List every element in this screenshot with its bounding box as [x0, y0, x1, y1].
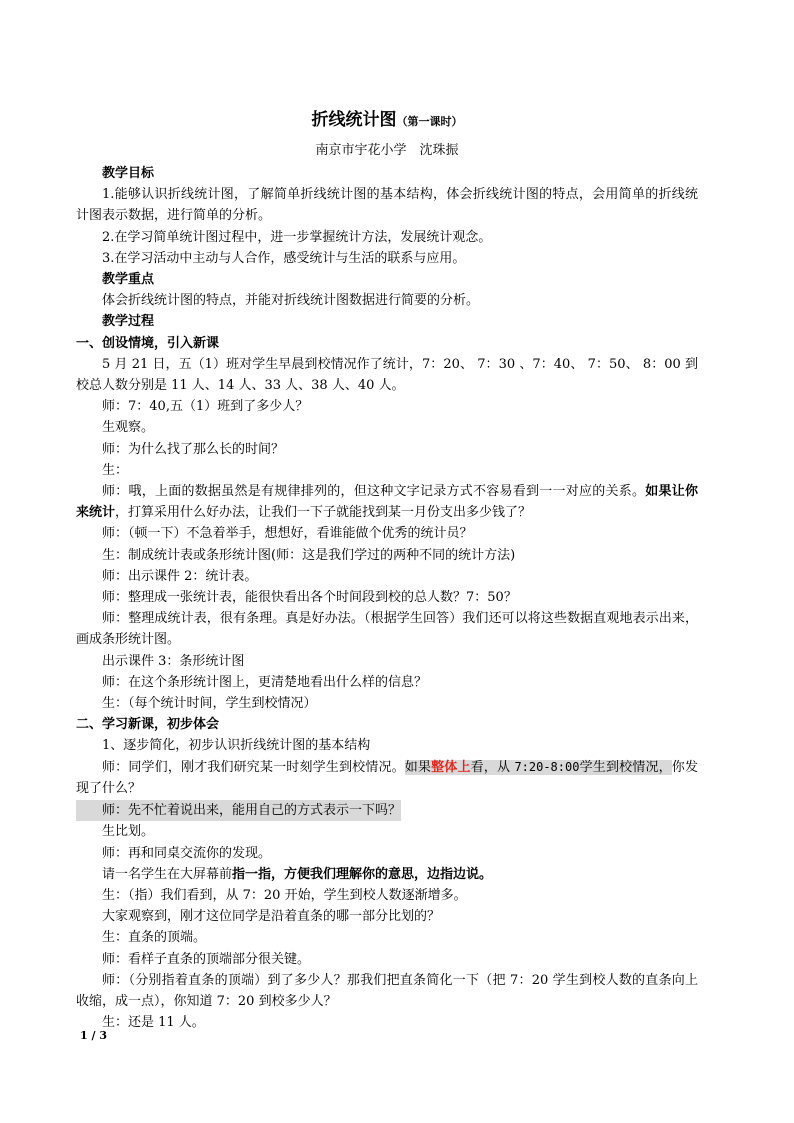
highlighted-run — [405, 760, 672, 775]
goal-2: 2.在学习简单统计图过程中，进一步掌握统计方法，发展统计观念。 — [102, 229, 492, 245]
paragraph: 出示课件 3：条形统计图 — [102, 653, 245, 669]
bold-run: 指一指，方便我们理解你的意思，边指边说。 — [232, 866, 493, 882]
title-text: 折线统计图 — [311, 110, 397, 130]
heading-process: 教学过程 — [102, 314, 155, 330]
paragraph: 师：7：40,五（1）班到了多少人？ — [102, 399, 309, 415]
text-run: 师：哦，上面的数据虽然是有规律排列的，但这种文字记录方式不容易看到一一对应的关系。 — [102, 484, 646, 500]
paragraph: 生： — [102, 462, 129, 478]
paragraph: 生比划。 — [102, 824, 155, 840]
title-sub: （第一课时） — [396, 115, 463, 128]
section-1: 一、创设情境，引入新课 — [76, 335, 220, 351]
text-run: 学生到校情况， — [579, 759, 672, 775]
paragraph: 师：（分别指着直条的顶端）到了多少人？那我们把直条简化一下（把 7：20 学生到校人数的直条向上收缩，成一点），你知道 7：20 到校多少人？ — [76, 972, 698, 1009]
red-emphasis: 整体上 — [431, 759, 471, 775]
paragraph: 师：看样子直条的顶端部分很关键。 — [102, 951, 311, 967]
text-run: 看，从 — [470, 759, 515, 775]
paragraph: 师：（顿一下）不急着举手，想想好，看谁能做个优秀的统计员？ — [102, 526, 473, 542]
paragraph: 生：还是 11 人。 — [102, 1015, 205, 1031]
paragraph: 师：整理成一张统计表，能很快看出各个时间段到校的总人数？7：50？ — [102, 590, 517, 606]
paragraph — [76, 481, 698, 523]
paragraph: 生：直条的顶端。 — [102, 930, 207, 946]
doc-title — [76, 108, 698, 134]
time-range: 7:20-8:00 — [514, 759, 580, 774]
paragraph: 生观察。 — [102, 420, 155, 436]
text-run: 你发现了什么？ — [76, 759, 698, 796]
bold-run: 如果让你来统计 — [76, 484, 698, 521]
paragraph: 师：先不忙着说出来，能用自己的方式表示一下吗？ — [76, 800, 401, 821]
heading-goal: 教学目标 — [102, 166, 155, 181]
goal-3: 3.在学习活动中主动与人合作，感受统计与生活的联系与应用。 — [102, 250, 466, 266]
text-run: 如果 — [404, 759, 432, 775]
paragraph: 生：（每个统计时间，学生到校情况） — [102, 696, 317, 712]
doc-author: 南京市宇花小学 沈珠振 — [315, 143, 459, 158]
text-run: ，打算采用什么好办法，让我们一下子就能找到某一月份支出多少钱了？ — [115, 505, 532, 521]
paragraph: 师：为什么找了那么长的时间？ — [102, 441, 285, 457]
paragraph — [76, 864, 698, 885]
paragraph: 师：在这个条形统计图上，更清楚地看出什么样的信息？ — [102, 674, 428, 690]
text-run: 师：同学们，刚才我们研究某一时刻学生到校情况。 — [102, 759, 405, 775]
paragraph: 师：再和同桌交流你的发现。 — [102, 845, 272, 861]
paragraph: 1、逐步简化，初步认识折线统计图的基本结构 — [102, 738, 371, 754]
paragraph — [76, 757, 698, 799]
paragraph: 大家观察到，刚才这位同学是沿着直条的哪一部分比划的？ — [102, 909, 441, 925]
key-1: 体会折线统计图的特点，并能对折线统计图数据进行简要的分析。 — [102, 293, 480, 309]
paragraph: 师：出示课件 2：统计表。 — [102, 568, 258, 584]
document-body — [76, 108, 698, 1033]
section-2: 二、学习新课，初步体会 — [76, 717, 220, 733]
paragraph: 生：制成统计表或条形统计图(师：这是我们学过的两种不同的统计方法) — [102, 547, 516, 563]
paragraph: 生：（指）我们看到，从 7：20 开始，学生到校人数逐渐增多。 — [102, 887, 467, 903]
text-run: 请一名学生在大屏幕前 — [102, 866, 233, 882]
heading-key: 教学重点 — [102, 272, 155, 288]
paragraph: 5 月 21 日，五（1）班对学生早晨到校情况作了统计，7：20、 7：30 、7：40、 7：50、 8：00 到校总人数分别是 11 人、14 人、33 人、38 人、40 人。 — [76, 356, 698, 394]
goal-1: 1.能够认识折线统计图，了解简单折线统计图的基本结构，体会折线统计图的特点，会用简单的折线统计图表示数据，进行简单的分析。 — [76, 187, 698, 224]
page-number: 1 / 3 — [80, 1029, 107, 1042]
paragraph: 师：整理成统计表，很有条理。真是好办法。（根据学生回答）我们还可以将这些数据直观地表示出来，画成条形统计图。 — [76, 611, 698, 648]
